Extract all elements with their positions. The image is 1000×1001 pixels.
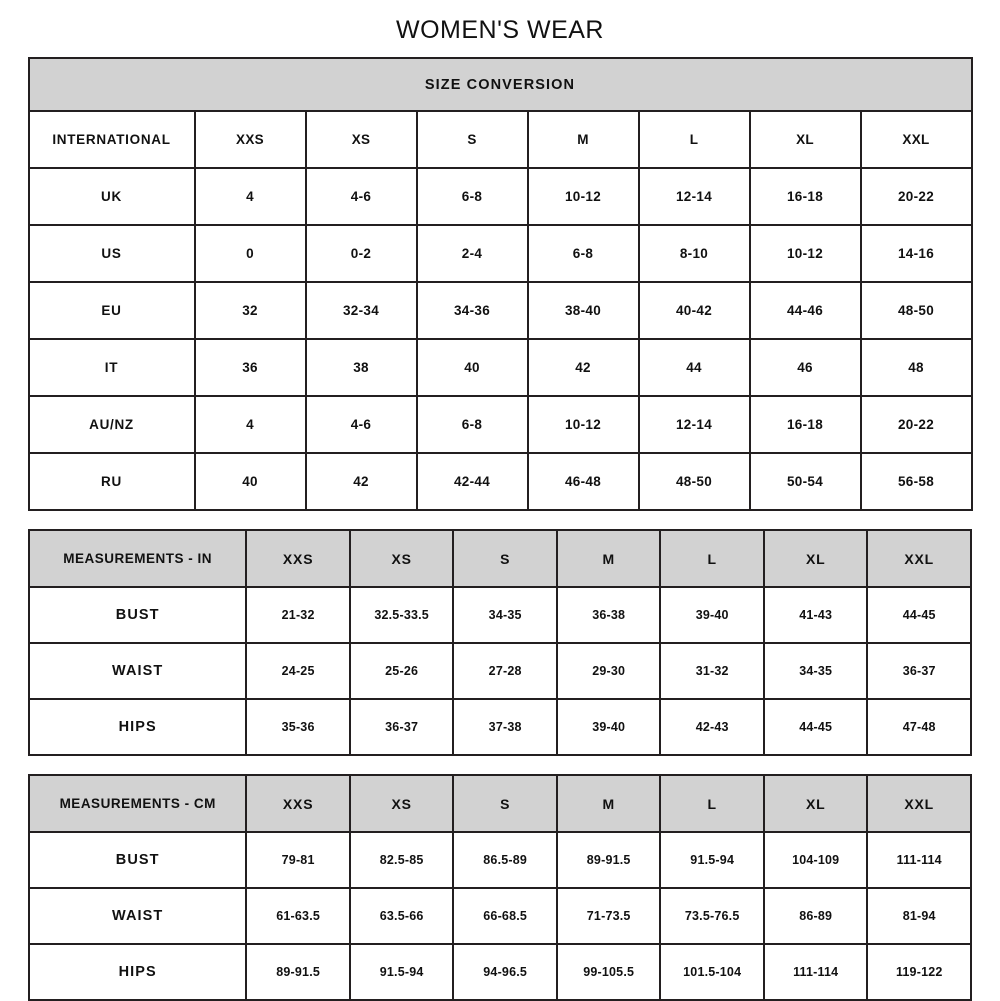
cell: 10-12 xyxy=(750,225,861,282)
column-header-international: INTERNATIONAL xyxy=(29,111,195,168)
row-label: WAIST xyxy=(29,888,246,944)
cell: 4 xyxy=(195,168,306,225)
cell: 27-28 xyxy=(453,643,557,699)
cell: 44 xyxy=(639,339,750,396)
cell: 56-58 xyxy=(861,453,972,510)
cell: 14-16 xyxy=(861,225,972,282)
column-header-l: L xyxy=(660,775,764,832)
cell: 32-34 xyxy=(306,282,417,339)
cell: 42 xyxy=(528,339,639,396)
column-header-m: M xyxy=(528,111,639,168)
cell: 25-26 xyxy=(350,643,454,699)
cell: 38 xyxy=(306,339,417,396)
cell: 10-12 xyxy=(528,168,639,225)
cell: 50-54 xyxy=(750,453,861,510)
cell: 36-38 xyxy=(557,587,661,643)
cell: 46 xyxy=(750,339,861,396)
cell: 89-91.5 xyxy=(246,944,350,1000)
table-header-row xyxy=(29,111,972,168)
column-header-xxl: XXL xyxy=(867,775,971,832)
cell: 8-10 xyxy=(639,225,750,282)
cell: 16-18 xyxy=(750,396,861,453)
cell: 0 xyxy=(195,225,306,282)
cell: 89-91.5 xyxy=(557,832,661,888)
cell: 36-37 xyxy=(350,699,454,755)
cell: 4-6 xyxy=(306,168,417,225)
cell: 39-40 xyxy=(557,699,661,755)
cell: 32 xyxy=(195,282,306,339)
table-row xyxy=(29,944,971,1000)
table-row xyxy=(29,587,971,643)
table-header-row xyxy=(29,530,971,587)
cell: 6-8 xyxy=(528,225,639,282)
cell: 44-45 xyxy=(764,699,868,755)
cell: 101.5-104 xyxy=(660,944,764,1000)
cell: 2-4 xyxy=(417,225,528,282)
cell: 4 xyxy=(195,396,306,453)
row-label: IT xyxy=(29,339,195,396)
cell: 91.5-94 xyxy=(660,832,764,888)
cell: 46-48 xyxy=(528,453,639,510)
table-row xyxy=(29,339,972,396)
cell: 42 xyxy=(306,453,417,510)
cell: 24-25 xyxy=(246,643,350,699)
column-header-m: M xyxy=(557,775,661,832)
table-row xyxy=(29,699,971,755)
cell: 4-6 xyxy=(306,396,417,453)
column-header-m: M xyxy=(557,530,661,587)
row-label: HIPS xyxy=(29,944,246,1000)
cell: 61-63.5 xyxy=(246,888,350,944)
cell: 119-122 xyxy=(867,944,971,1000)
cell: 37-38 xyxy=(453,699,557,755)
column-header-xxs: XXS xyxy=(246,775,350,832)
column-header-xs: XS xyxy=(306,111,417,168)
column-header-xs: XS xyxy=(350,530,454,587)
cell: 34-36 xyxy=(417,282,528,339)
table-header-row xyxy=(29,775,971,832)
cell: 20-22 xyxy=(861,396,972,453)
cell: 6-8 xyxy=(417,396,528,453)
cell: 48-50 xyxy=(639,453,750,510)
row-label: WAIST xyxy=(29,643,246,699)
size-conversion-table xyxy=(28,57,973,511)
cell: 48 xyxy=(861,339,972,396)
column-header-measurements-in: MEASUREMENTS - IN xyxy=(29,530,246,587)
cell: 21-32 xyxy=(246,587,350,643)
cell: 16-18 xyxy=(750,168,861,225)
cell: 82.5-85 xyxy=(350,832,454,888)
cell: 81-94 xyxy=(867,888,971,944)
column-header-xxl: XXL xyxy=(867,530,971,587)
measurements-cm-table xyxy=(28,774,972,1001)
cell: 86.5-89 xyxy=(453,832,557,888)
cell: 44-45 xyxy=(867,587,971,643)
cell: 79-81 xyxy=(246,832,350,888)
table-row xyxy=(29,225,972,282)
cell: 20-22 xyxy=(861,168,972,225)
row-label: AU/NZ xyxy=(29,396,195,453)
row-label: UK xyxy=(29,168,195,225)
table-row xyxy=(29,453,972,510)
cell: 41-43 xyxy=(764,587,868,643)
row-label: EU xyxy=(29,282,195,339)
column-header-xl: XL xyxy=(750,111,861,168)
table-row xyxy=(29,282,972,339)
cell: 48-50 xyxy=(861,282,972,339)
cell: 63.5-66 xyxy=(350,888,454,944)
cell: 71-73.5 xyxy=(557,888,661,944)
table-banner-row xyxy=(29,58,972,111)
cell: 12-14 xyxy=(639,168,750,225)
cell: 38-40 xyxy=(528,282,639,339)
cell: 47-48 xyxy=(867,699,971,755)
cell: 40 xyxy=(417,339,528,396)
row-label: US xyxy=(29,225,195,282)
table-row xyxy=(29,643,971,699)
row-label: BUST xyxy=(29,587,246,643)
column-header-xl: XL xyxy=(764,775,868,832)
cell: 111-114 xyxy=(764,944,868,1000)
cell: 40 xyxy=(195,453,306,510)
row-label: RU xyxy=(29,453,195,510)
row-label: BUST xyxy=(29,832,246,888)
column-header-s: S xyxy=(453,530,557,587)
cell: 34-35 xyxy=(764,643,868,699)
cell: 42-44 xyxy=(417,453,528,510)
row-label: HIPS xyxy=(29,699,246,755)
cell: 12-14 xyxy=(639,396,750,453)
cell: 35-36 xyxy=(246,699,350,755)
measurements-inches-table xyxy=(28,529,972,756)
column-header-xs: XS xyxy=(350,775,454,832)
column-header-s: S xyxy=(417,111,528,168)
table-row xyxy=(29,396,972,453)
cell: 34-35 xyxy=(453,587,557,643)
cell: 36-37 xyxy=(867,643,971,699)
cell: 44-46 xyxy=(750,282,861,339)
cell: 111-114 xyxy=(867,832,971,888)
cell: 94-96.5 xyxy=(453,944,557,1000)
column-header-s: S xyxy=(453,775,557,832)
table-row xyxy=(29,832,971,888)
column-header-xxl: XXL xyxy=(861,111,972,168)
cell: 73.5-76.5 xyxy=(660,888,764,944)
cell: 0-2 xyxy=(306,225,417,282)
cell: 10-12 xyxy=(528,396,639,453)
table-row xyxy=(29,168,972,225)
cell: 42-43 xyxy=(660,699,764,755)
column-header-xl: XL xyxy=(764,530,868,587)
cell: 104-109 xyxy=(764,832,868,888)
column-header-l: L xyxy=(660,530,764,587)
column-header-xxs: XXS xyxy=(246,530,350,587)
column-header-l: L xyxy=(639,111,750,168)
cell: 39-40 xyxy=(660,587,764,643)
page-title: WOMEN'S WEAR xyxy=(396,16,604,44)
cell: 6-8 xyxy=(417,168,528,225)
column-header-xxs: XXS xyxy=(195,111,306,168)
size-conversion-banner: SIZE CONVERSION xyxy=(29,58,972,111)
cell: 29-30 xyxy=(557,643,661,699)
cell: 86-89 xyxy=(764,888,868,944)
cell: 99-105.5 xyxy=(557,944,661,1000)
cell: 40-42 xyxy=(639,282,750,339)
column-header-measurements-cm: MEASUREMENTS - CM xyxy=(29,775,246,832)
table-row xyxy=(29,888,971,944)
cell: 91.5-94 xyxy=(350,944,454,1000)
cell: 66-68.5 xyxy=(453,888,557,944)
cell: 36 xyxy=(195,339,306,396)
cell: 32.5-33.5 xyxy=(350,587,454,643)
cell: 31-32 xyxy=(660,643,764,699)
